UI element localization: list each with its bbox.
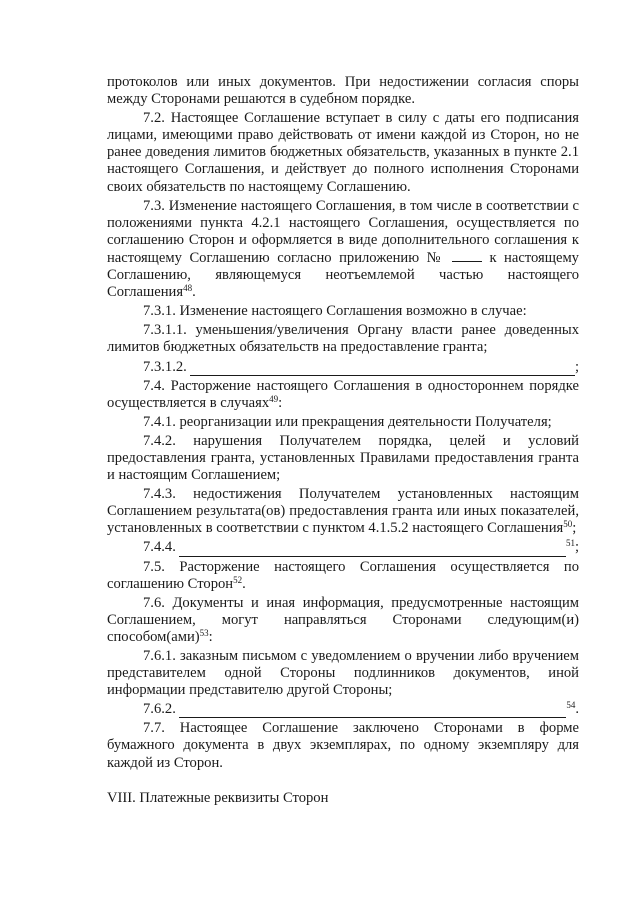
clause-label: 7.6.2. [143, 701, 176, 718]
punctuation: : [278, 394, 283, 411]
footnote-ref: 52 [233, 574, 243, 585]
document-page [107, 74, 579, 809]
clause-7-4-1: 7.4.1. реорганизации или прекращения деятельности Получателя; [143, 413, 552, 430]
punctuation: . [192, 284, 196, 301]
clause-7-5 [107, 559, 579, 593]
clause-7-4 [107, 378, 579, 412]
paragraph-continuation: протоколов или иных документов. При недостижении согласия споры между Сторонами решаются в судебном порядке. [107, 74, 579, 108]
clause-7-4-4 [107, 539, 579, 556]
section-title: VIII. Платежные реквизиты Сторон [107, 789, 329, 806]
tail [566, 701, 579, 718]
clause-7-7: 7.7. Настоящее Соглашение заключено Сторонами в форме бумажного документа в двух экземплярах, по одному экземпляру для каждой из Сторон. [107, 720, 579, 771]
clause-7-6-2 [107, 701, 579, 718]
clause-7-3-text-b: к настоящему Соглашению, являющемуся неотъемлемой частью настоящего Соглашения [107, 249, 579, 301]
punctuation: . [575, 701, 579, 718]
footnote-ref: 54 [566, 700, 576, 711]
footnote-ref: 48 [183, 283, 193, 294]
footnote-ref: 50 [563, 519, 573, 530]
clause-7-3-1-1: 7.3.1.1. уменьшения/увеличения Органу власти ранее доведенных лимитов бюджетных обязательств на предоставление гранта; [107, 322, 579, 356]
clause-7-6 [107, 595, 579, 646]
punctuation: ; [574, 358, 579, 375]
footnote-ref: 53 [199, 627, 209, 638]
footnote-ref: 49 [269, 393, 279, 404]
clause-7-2: 7.2. Настоящее Соглашение вступает в силу с даты его подписания лицами, имеющими право действовать от имени каждой из Сторон, но не ранее доведения лимитов бюджетных обязательств, указанных в пункте 2.1 настоящего Соглашения, и действует до полного исполнения Сторонами своих обязательств по настоящему Соглашению. [107, 110, 579, 195]
clause-7-3-1: 7.3.1. Изменение настоящего Соглашения возможно в случае: [143, 303, 527, 320]
blank-line [179, 704, 567, 718]
clause-7-3-1-2 [107, 359, 579, 376]
clause-label: 7.4.4. [143, 539, 176, 556]
clause-7-4-text: 7.4. Расторжение настоящего Соглашения в одностороннем порядке осуществляется в случаях [107, 377, 579, 411]
footnote-ref: 51 [565, 538, 575, 549]
punctuation: ; [572, 520, 577, 537]
clause-label: 7.3.1.2. [143, 358, 187, 375]
clause-7-4-2: 7.4.2. нарушения Получателем порядка, целей и условий предоставления гранта, установленных Правилами предоставления гранта и настоящим Соглашением; [107, 432, 579, 484]
punctuation: ; [574, 539, 579, 556]
blank-line [179, 543, 566, 557]
clause-7-5-text: 7.5. Расторжение настоящего Соглашения осуществляется по соглашению Сторон [107, 558, 579, 592]
clause-7-4-3-text: 7.4.3. недостижения Получателем установленных настоящим Соглашением результата(ов) предоставления гранта или иных показателей, установленных в соответствии с пунктом 4.1.5.2 настоящего Соглашения [107, 486, 579, 537]
clause-7-6-text: 7.6. Документы и иная информация, предусмотренные настоящим Соглашением, могут направляться Сторонами следующим(и) способом(ами) [107, 594, 579, 645]
clause-7-3-text-a: 7.3. Изменение настоящего Соглашения, в том числе в соответствии с положениями пункта 4.2.1 настоящего Соглашения, осуществляется по соглашению Сторон и оформляется в виде дополнительного соглашения к настоящему Соглашению согласно приложению № [107, 197, 579, 266]
clause-7-6-1: 7.6.1. заказным письмом с уведомлением о вручении либо вручением представителем одной Стороны подлинников документов, иной информации представителю другой Стороны; [107, 648, 579, 699]
blank-line [452, 249, 482, 262]
punctuation: : [208, 628, 213, 645]
clause-7-4-3 [107, 486, 579, 537]
tail [566, 539, 579, 556]
blank-line [190, 362, 575, 376]
clause-7-3 [107, 198, 579, 302]
punctuation: . [242, 575, 246, 592]
